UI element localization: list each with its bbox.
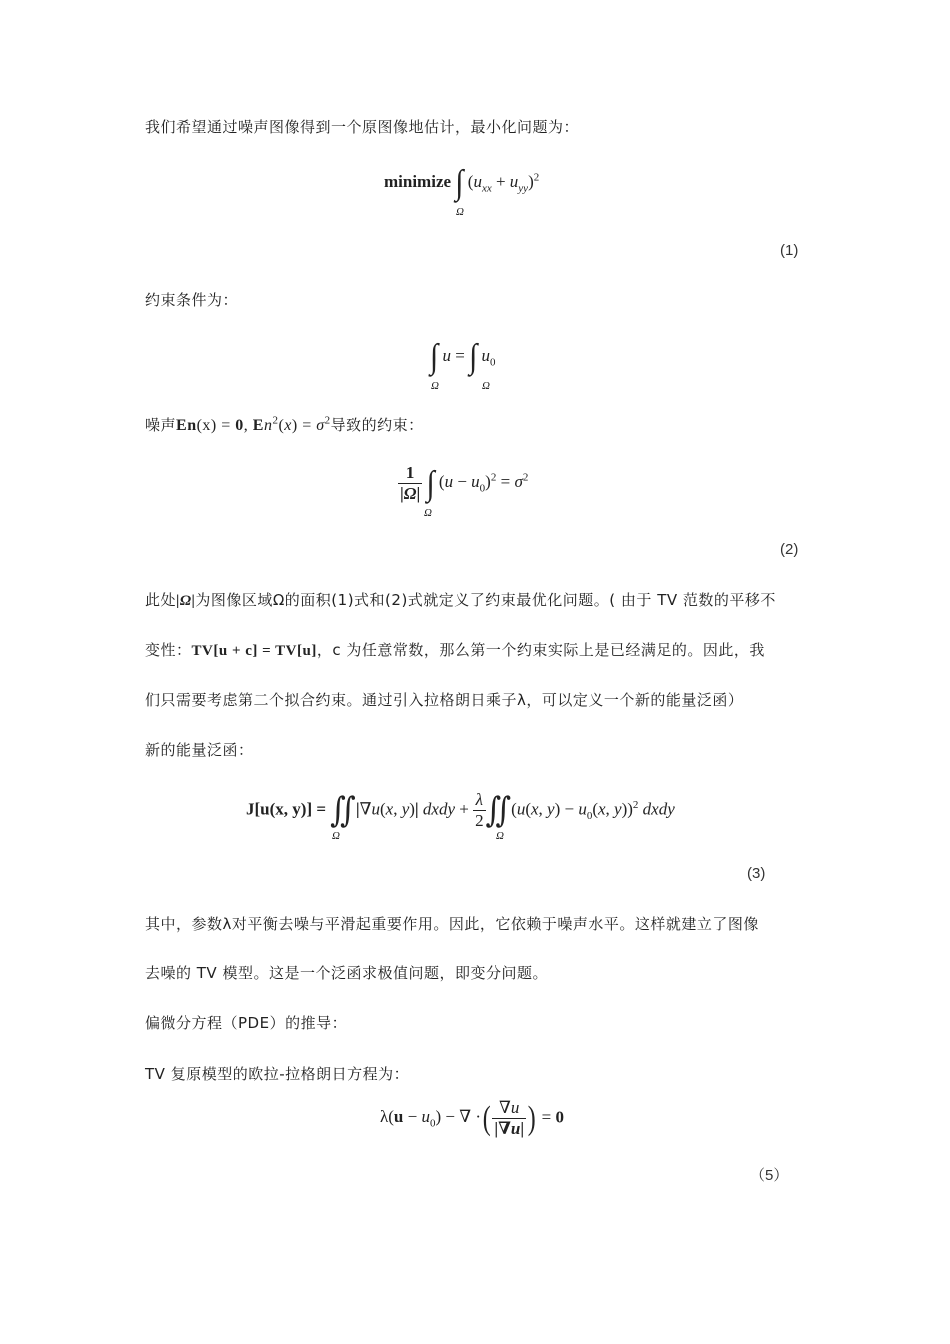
equation-variance-constraint: $\frac{1}{|\Omega|}$ ∫ $(u - u_0)^2 = \sigma^2$ Ω <box>400 463 529 519</box>
paragraph-explanation-line1: 此处|Ω|为图像区域Ω的面积(1)式和(2)式就定义了约束最优化问题。( 由于 TV 范数的平移不 <box>145 591 776 609</box>
equation-number-2: (2) <box>780 541 799 558</box>
paragraph-new-functional: 新的能量泛函： <box>145 741 254 759</box>
paragraph-constraint: 约束条件为： <box>145 291 239 309</box>
equation-euler-lagrange: $\lambda(u - u_0)$ − ∇ ·( $\frac{\nabla u}{|\nabla u|}$ ) = 0 <box>380 1098 565 1138</box>
paragraph-euler-lagrange: TV 复原模型的欧拉-拉格朗日方程为： <box>145 1065 410 1083</box>
noise-expression: En(x) = 0, $En^2(x) = \sigma^2$ <box>176 414 331 434</box>
paragraph-explanation-line3: 们只需要考虑第二个拟合约束。通过引入拉格朗日乘子λ，可以定义一个新的能量泛函） <box>145 691 744 709</box>
equation-number-1: (1) <box>780 242 799 259</box>
equation-number-3: (3) <box>747 865 766 882</box>
paragraph-noise: 噪声En(x) = 0, $En^2(x) = \sigma^2$导致的约束： <box>145 414 424 434</box>
equation-constraint-mean: ∫ u = ∫ $u_0$ Ω Ω <box>430 337 496 392</box>
paragraph-explanation-line2: 变性：TV[u + c] = TV[u]，c 为任意常数，那么第一个约束实际上是已经满足的。因此，我 <box>145 641 765 659</box>
paragraph-lambda-line2: 去噪的 TV 模型。这是一个泛函求极值问题，即变分问题。 <box>145 964 548 982</box>
minimize-word: minimize <box>384 171 452 191</box>
omega-subscript: Ω <box>456 206 464 218</box>
paragraph-lambda-line1: 其中，参数λ对平衡去噪与平滑起重要作用。因此，它依赖于噪声水平。这样就建立了图像 <box>145 915 759 933</box>
equation-energy-functional: J[u(x, y)] = ∬|∇u(x, y)| dxdy + $\frac{\lambda}{2}$ ∬(u(x, $y) - u_0(x$, y))$^2$ dxdy Ω Ω <box>246 790 675 842</box>
equation-number-5: （5） <box>750 1167 789 1184</box>
paragraph-pde-heading: 偏微分方程（PDE）的推导： <box>145 1014 348 1032</box>
paragraph-intro: 我们希望通过噪声图像得到一个原图像地估计，最小化问题为： <box>145 118 580 136</box>
equation-minimize: minimize ∫ $(u_{xx} + u_{yy})^2$ Ω <box>384 163 540 218</box>
